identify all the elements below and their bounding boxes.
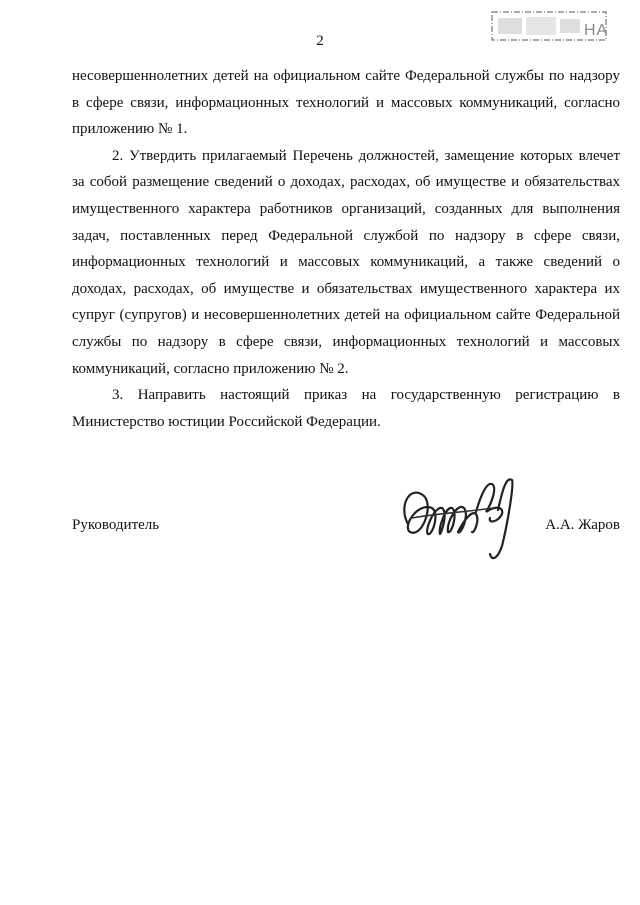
signature-graphic xyxy=(394,462,524,572)
signer-title: Руководитель xyxy=(72,517,160,533)
handwritten-signature xyxy=(394,462,524,572)
document-body xyxy=(72,63,620,435)
paragraph-item-3: 3. Направить настоящий приказ на государственную регистрацию в Министерство юстиции Российской Федерации. xyxy=(72,387,620,430)
signature-block xyxy=(72,480,620,590)
paragraph-item-2: 2. Утвердить прилагаемый Перечень должностей, замещение которых влечет за собой размещение сведений о доходах, расходах, об имуществе и обязательствах имущественного характера работников организаций, созданных для выполнения задач, поставленных перед Федеральной службой по надзору в сфере связи, информационных технологий и массовых коммуникаций, а также сведений о доходах, расходах, об имуществе и обязательствах имущественного характера их супруг (супругов) и несовершеннолетних детей на официальном сайте Федеральной службы по надзору в сфере связи, информационных технологий и массовых коммуникаций, согласно приложению № 2. xyxy=(72,147,620,377)
stamp-graphic xyxy=(490,9,610,43)
paragraph-continuation: несовершеннолетних детей на официальном сайте Федеральной службы по надзору в сфере связи, информационных технологий и массовых коммуникаций, согласно приложению № 1. xyxy=(72,68,620,138)
page-number: 2 xyxy=(316,33,324,49)
svg-text:НА: НА xyxy=(584,22,609,39)
stamp xyxy=(490,9,610,43)
signer-name: А.А. Жаров xyxy=(545,517,620,533)
